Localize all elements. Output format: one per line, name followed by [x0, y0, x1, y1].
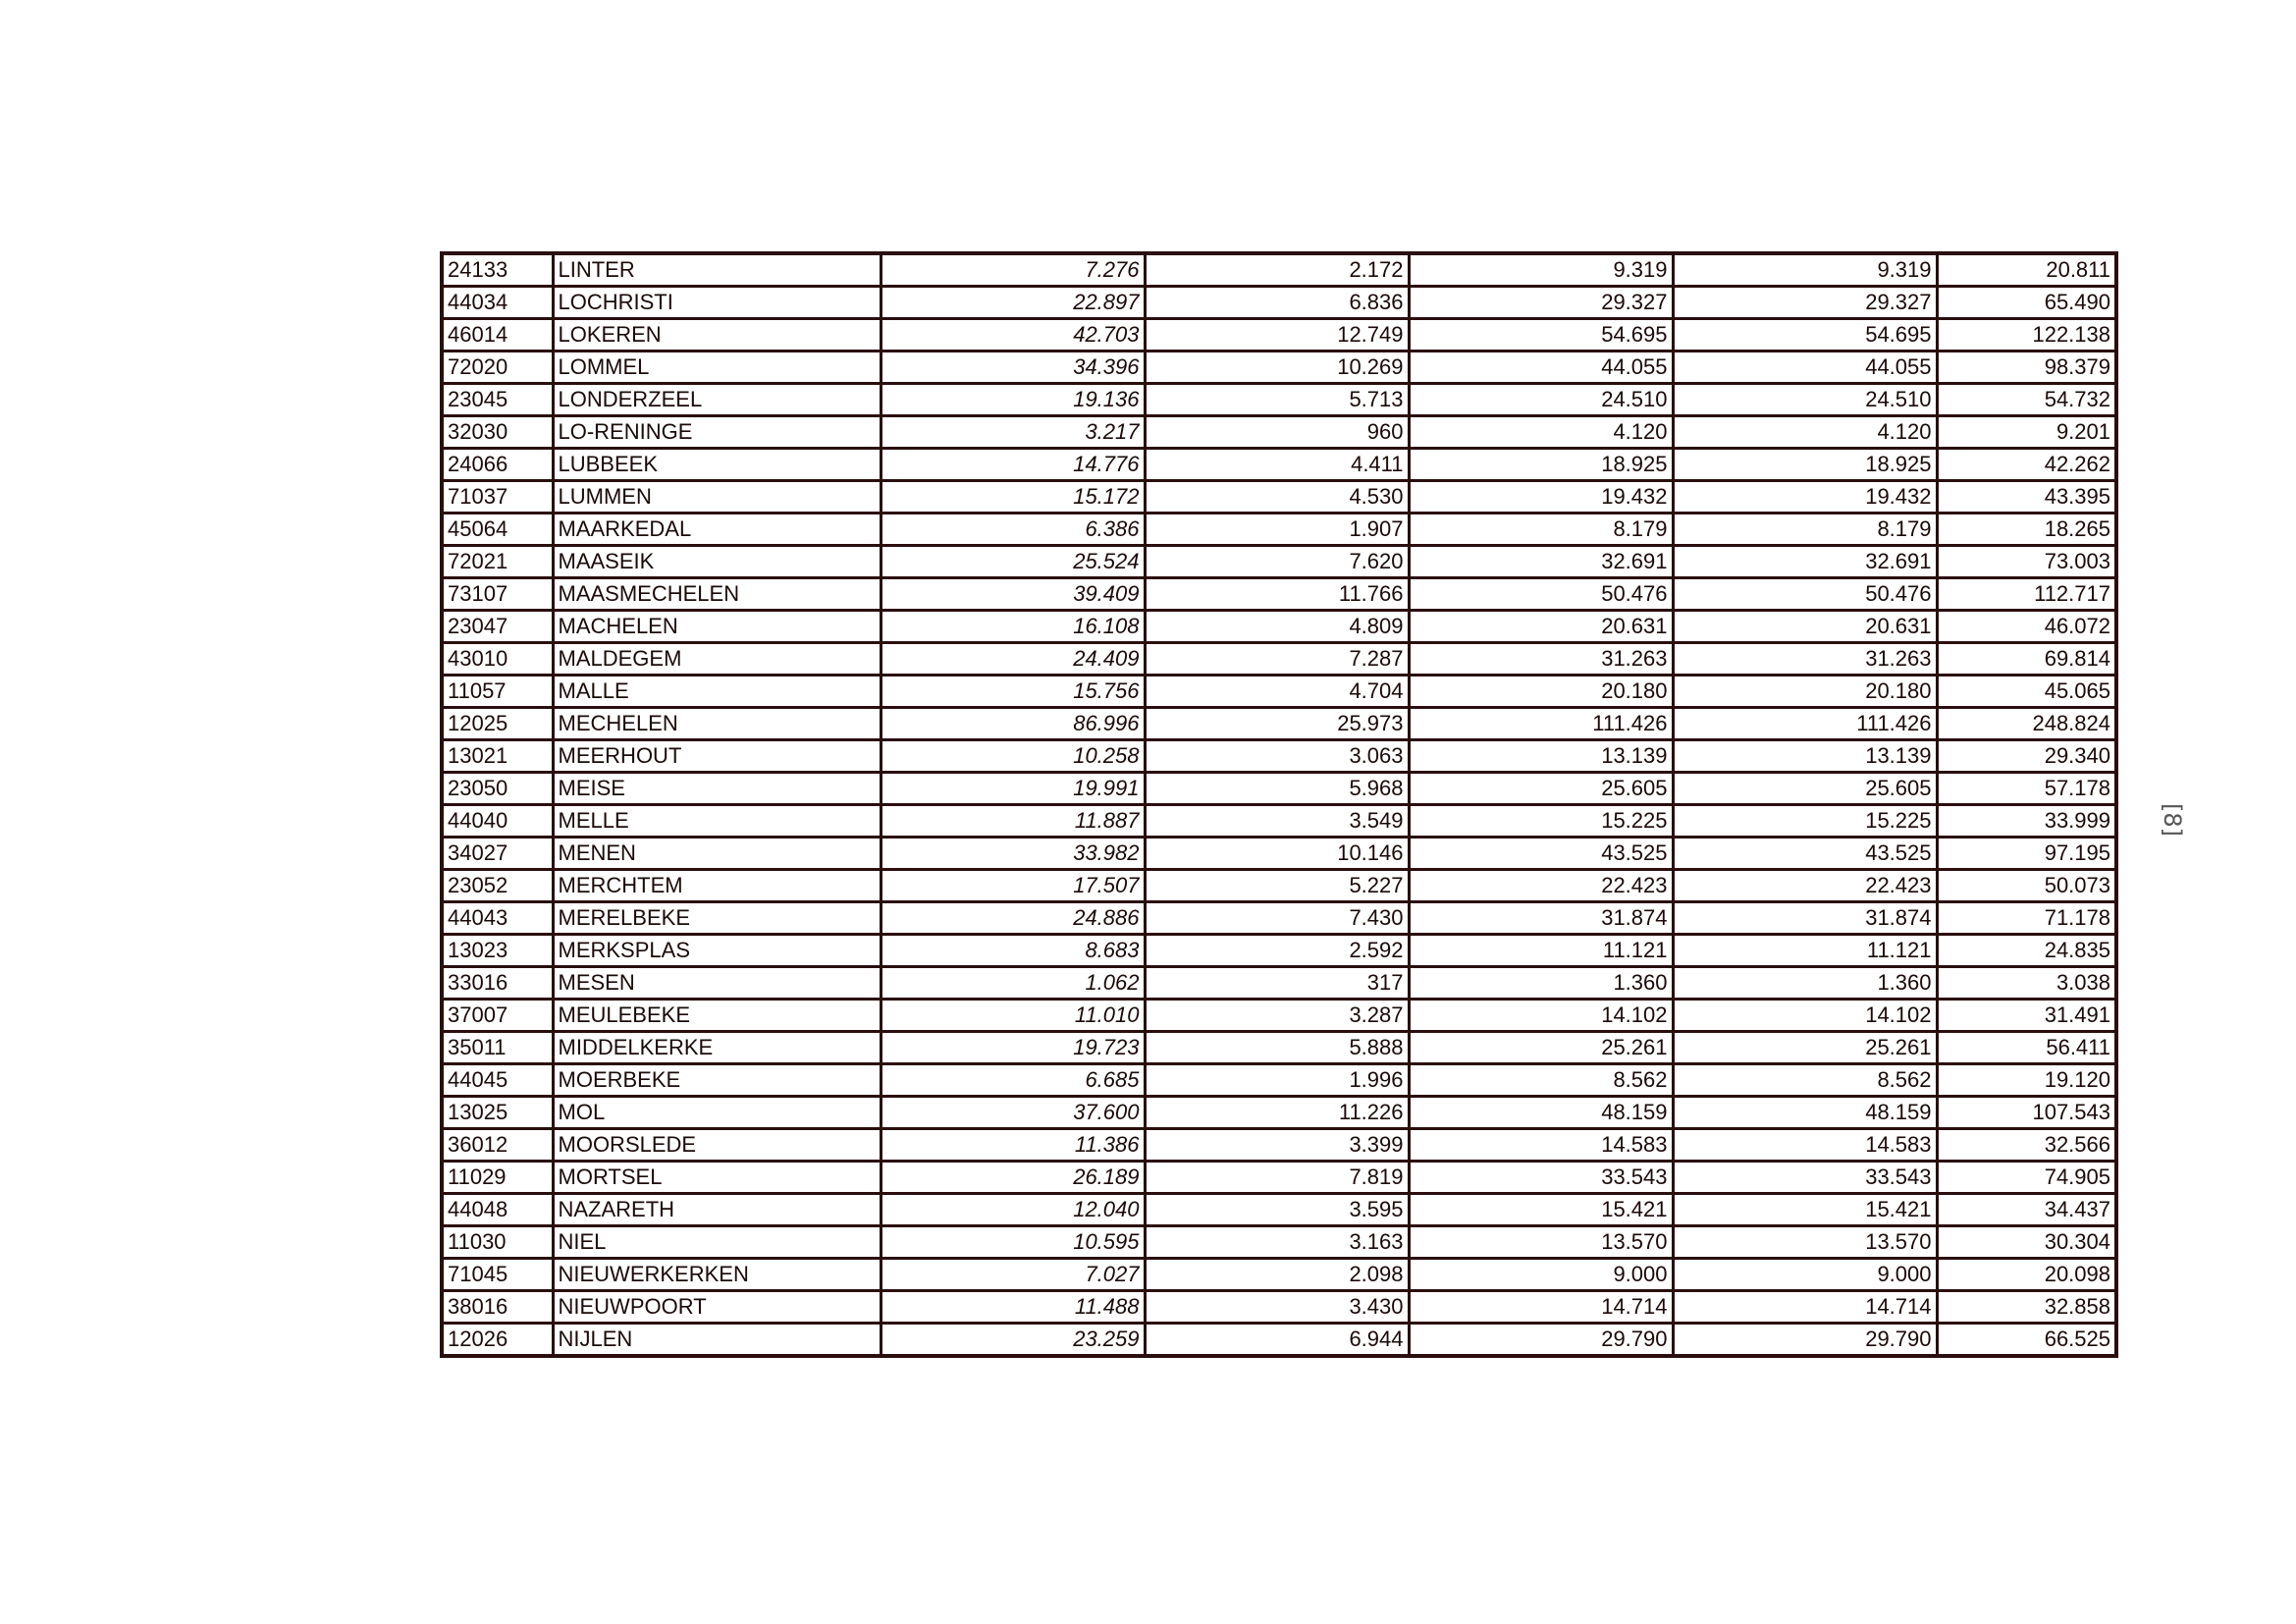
- table-row: [442, 773, 2116, 805]
- cell-value-3: 54.695: [1409, 319, 1673, 352]
- cell-municipality: MORTSEL: [553, 1162, 881, 1194]
- cell-value-4: 31.874: [1673, 902, 1937, 935]
- table-row: [442, 481, 2116, 514]
- cell-value-2: 1.907: [1145, 514, 1409, 546]
- table-row: [442, 935, 2116, 967]
- cell-value-4: 15.421: [1673, 1194, 1937, 1226]
- cell-value-3: 31.874: [1409, 902, 1673, 935]
- cell-value-5: 32.858: [1937, 1291, 2116, 1324]
- cell-value-5: 20.811: [1937, 253, 2116, 287]
- table-row: [442, 416, 2116, 449]
- cell-value-5: 46.072: [1937, 611, 2116, 643]
- cell-value-1: 6.386: [881, 514, 1145, 546]
- cell-value-1: 86.996: [881, 708, 1145, 740]
- cell-code: 23045: [442, 384, 553, 416]
- cell-code: 43010: [442, 643, 553, 676]
- table-row: [442, 578, 2116, 611]
- cell-code: 44043: [442, 902, 553, 935]
- cell-code: 11029: [442, 1162, 553, 1194]
- cell-value-1: 22.897: [881, 287, 1145, 319]
- cell-value-5: 50.073: [1937, 870, 2116, 902]
- table-row: [442, 870, 2116, 902]
- table-row: [442, 449, 2116, 481]
- cell-value-4: 18.925: [1673, 449, 1937, 481]
- cell-value-2: 3.549: [1145, 805, 1409, 838]
- cell-value-2: 6.836: [1145, 287, 1409, 319]
- cell-value-2: 5.888: [1145, 1032, 1409, 1064]
- cell-code: 72020: [442, 352, 553, 384]
- cell-value-3: 19.432: [1409, 481, 1673, 514]
- cell-value-4: 111.426: [1673, 708, 1937, 740]
- cell-value-5: 30.304: [1937, 1226, 2116, 1259]
- cell-code: 37007: [442, 1000, 553, 1032]
- cell-value-4: 13.139: [1673, 740, 1937, 773]
- cell-value-3: 8.562: [1409, 1064, 1673, 1097]
- cell-value-5: 66.525: [1937, 1324, 2116, 1357]
- cell-value-1: 11.386: [881, 1129, 1145, 1162]
- cell-code: 71037: [442, 481, 553, 514]
- cell-value-3: 111.426: [1409, 708, 1673, 740]
- table-row: [442, 1291, 2116, 1324]
- cell-value-1: 12.040: [881, 1194, 1145, 1226]
- cell-value-5: 24.835: [1937, 935, 2116, 967]
- cell-value-1: 24.409: [881, 643, 1145, 676]
- cell-value-3: 29.790: [1409, 1324, 1673, 1357]
- cell-value-5: 57.178: [1937, 773, 2116, 805]
- cell-value-4: 29.790: [1673, 1324, 1937, 1357]
- cell-code: 11057: [442, 676, 553, 708]
- cell-value-4: 25.261: [1673, 1032, 1937, 1064]
- table-row: [442, 740, 2116, 773]
- cell-value-3: 29.327: [1409, 287, 1673, 319]
- cell-value-3: 43.525: [1409, 838, 1673, 870]
- cell-code: 13023: [442, 935, 553, 967]
- cell-municipality: MELLE: [553, 805, 881, 838]
- cell-municipality: LINTER: [553, 253, 881, 287]
- cell-value-2: 12.749: [1145, 319, 1409, 352]
- cell-code: 23052: [442, 870, 553, 902]
- cell-value-5: 122.138: [1937, 319, 2116, 352]
- cell-value-4: 14.583: [1673, 1129, 1937, 1162]
- table-row: [442, 1032, 2116, 1064]
- cell-value-4: 29.327: [1673, 287, 1937, 319]
- table-row: [442, 611, 2116, 643]
- cell-municipality: MOORSLEDE: [553, 1129, 881, 1162]
- cell-value-2: 2.172: [1145, 253, 1409, 287]
- cell-value-3: 20.180: [1409, 676, 1673, 708]
- cell-value-4: 50.476: [1673, 578, 1937, 611]
- table-row: [442, 1000, 2116, 1032]
- cell-value-5: 71.178: [1937, 902, 2116, 935]
- table-row: [442, 838, 2116, 870]
- cell-value-1: 14.776: [881, 449, 1145, 481]
- cell-value-4: 22.423: [1673, 870, 1937, 902]
- cell-value-2: 7.430: [1145, 902, 1409, 935]
- cell-value-4: 33.543: [1673, 1162, 1937, 1194]
- cell-value-2: 6.944: [1145, 1324, 1409, 1357]
- cell-value-3: 1.360: [1409, 967, 1673, 1000]
- cell-value-5: 98.379: [1937, 352, 2116, 384]
- cell-municipality: MAASEIK: [553, 546, 881, 578]
- cell-value-1: 8.683: [881, 935, 1145, 967]
- table-row: [442, 514, 2116, 546]
- cell-value-2: 25.973: [1145, 708, 1409, 740]
- cell-value-3: 15.421: [1409, 1194, 1673, 1226]
- table-row: [442, 1259, 2116, 1291]
- cell-value-1: 11.010: [881, 1000, 1145, 1032]
- cell-municipality: LUBBEEK: [553, 449, 881, 481]
- cell-value-5: 19.120: [1937, 1064, 2116, 1097]
- cell-value-5: 20.098: [1937, 1259, 2116, 1291]
- cell-value-3: 15.225: [1409, 805, 1673, 838]
- cell-municipality: MESEN: [553, 967, 881, 1000]
- table-row: [442, 643, 2116, 676]
- cell-municipality: NIJLEN: [553, 1324, 881, 1357]
- cell-value-1: 1.062: [881, 967, 1145, 1000]
- municipality-table: [440, 251, 2118, 1358]
- cell-value-3: 13.139: [1409, 740, 1673, 773]
- cell-value-1: 34.396: [881, 352, 1145, 384]
- cell-value-5: 34.437: [1937, 1194, 2116, 1226]
- cell-municipality: MERCHTEM: [553, 870, 881, 902]
- cell-value-4: 44.055: [1673, 352, 1937, 384]
- cell-municipality: MIDDELKERKE: [553, 1032, 881, 1064]
- cell-value-5: 42.262: [1937, 449, 2116, 481]
- cell-value-1: 19.723: [881, 1032, 1145, 1064]
- cell-value-4: 20.631: [1673, 611, 1937, 643]
- cell-value-3: 8.179: [1409, 514, 1673, 546]
- cell-value-5: 56.411: [1937, 1032, 2116, 1064]
- cell-value-1: 25.524: [881, 546, 1145, 578]
- cell-value-3: 32.691: [1409, 546, 1673, 578]
- cell-value-5: 31.491: [1937, 1000, 2116, 1032]
- table-body: [442, 253, 2116, 1356]
- cell-value-2: 317: [1145, 967, 1409, 1000]
- cell-value-5: 112.717: [1937, 578, 2116, 611]
- cell-value-2: 11.226: [1145, 1097, 1409, 1129]
- cell-value-1: 11.488: [881, 1291, 1145, 1324]
- cell-code: 12025: [442, 708, 553, 740]
- cell-value-3: 18.925: [1409, 449, 1673, 481]
- cell-value-1: 6.685: [881, 1064, 1145, 1097]
- cell-value-2: 5.227: [1145, 870, 1409, 902]
- cell-code: 72021: [442, 546, 553, 578]
- cell-municipality: MENEN: [553, 838, 881, 870]
- cell-value-4: 19.432: [1673, 481, 1937, 514]
- cell-value-1: 15.172: [881, 481, 1145, 514]
- cell-value-3: 20.631: [1409, 611, 1673, 643]
- cell-value-4: 32.691: [1673, 546, 1937, 578]
- cell-municipality: LUMMEN: [553, 481, 881, 514]
- cell-value-2: 5.713: [1145, 384, 1409, 416]
- cell-value-5: 33.999: [1937, 805, 2116, 838]
- cell-value-2: 7.287: [1145, 643, 1409, 676]
- cell-municipality: NIEUWERKERKEN: [553, 1259, 881, 1291]
- cell-value-2: 4.809: [1145, 611, 1409, 643]
- cell-value-3: 48.159: [1409, 1097, 1673, 1129]
- table-row: [442, 902, 2116, 935]
- cell-value-5: 248.824: [1937, 708, 2116, 740]
- cell-value-4: 24.510: [1673, 384, 1937, 416]
- cell-municipality: MALDEGEM: [553, 643, 881, 676]
- cell-value-1: 19.991: [881, 773, 1145, 805]
- cell-value-5: 32.566: [1937, 1129, 2116, 1162]
- cell-code: 12026: [442, 1324, 553, 1357]
- cell-value-1: 10.258: [881, 740, 1145, 773]
- cell-value-2: 3.399: [1145, 1129, 1409, 1162]
- cell-value-1: 11.887: [881, 805, 1145, 838]
- cell-value-1: 7.027: [881, 1259, 1145, 1291]
- cell-value-3: 14.714: [1409, 1291, 1673, 1324]
- cell-value-4: 31.263: [1673, 643, 1937, 676]
- cell-code: 73107: [442, 578, 553, 611]
- cell-value-2: 4.530: [1145, 481, 1409, 514]
- cell-value-1: 15.756: [881, 676, 1145, 708]
- table-row: [442, 384, 2116, 416]
- cell-code: 45064: [442, 514, 553, 546]
- cell-municipality: MERKSPLAS: [553, 935, 881, 967]
- cell-value-5: 107.543: [1937, 1097, 2116, 1129]
- cell-value-3: 22.423: [1409, 870, 1673, 902]
- cell-value-3: 33.543: [1409, 1162, 1673, 1194]
- cell-value-3: 14.102: [1409, 1000, 1673, 1032]
- cell-value-1: 26.189: [881, 1162, 1145, 1194]
- table-row: [442, 287, 2116, 319]
- cell-value-4: 9.000: [1673, 1259, 1937, 1291]
- cell-municipality: MECHELEN: [553, 708, 881, 740]
- cell-value-2: 11.766: [1145, 578, 1409, 611]
- cell-value-4: 13.570: [1673, 1226, 1937, 1259]
- cell-value-4: 25.605: [1673, 773, 1937, 805]
- cell-value-1: 39.409: [881, 578, 1145, 611]
- cell-value-4: 1.360: [1673, 967, 1937, 1000]
- cell-municipality: MAASMECHELEN: [553, 578, 881, 611]
- cell-value-3: 31.263: [1409, 643, 1673, 676]
- cell-code: 24133: [442, 253, 553, 287]
- cell-code: 44048: [442, 1194, 553, 1226]
- cell-value-5: 69.814: [1937, 643, 2116, 676]
- cell-municipality: MALLE: [553, 676, 881, 708]
- cell-value-5: 9.201: [1937, 416, 2116, 449]
- cell-code: 13025: [442, 1097, 553, 1129]
- cell-municipality: MEERHOUT: [553, 740, 881, 773]
- cell-value-5: 74.905: [1937, 1162, 2116, 1194]
- cell-municipality: MEULEBEKE: [553, 1000, 881, 1032]
- cell-value-2: 1.996: [1145, 1064, 1409, 1097]
- cell-code: 34027: [442, 838, 553, 870]
- cell-code: 23047: [442, 611, 553, 643]
- cell-value-2: 10.269: [1145, 352, 1409, 384]
- cell-code: 13021: [442, 740, 553, 773]
- cell-value-4: 8.562: [1673, 1064, 1937, 1097]
- cell-value-3: 13.570: [1409, 1226, 1673, 1259]
- cell-value-5: 3.038: [1937, 967, 2116, 1000]
- cell-value-1: 10.595: [881, 1226, 1145, 1259]
- cell-value-2: 3.287: [1145, 1000, 1409, 1032]
- cell-value-1: 3.217: [881, 416, 1145, 449]
- cell-value-4: 15.225: [1673, 805, 1937, 838]
- cell-value-4: 4.120: [1673, 416, 1937, 449]
- cell-code: 36012: [442, 1129, 553, 1162]
- table-row: [442, 708, 2116, 740]
- cell-value-5: 45.065: [1937, 676, 2116, 708]
- cell-municipality: LO-RENINGE: [553, 416, 881, 449]
- cell-value-3: 50.476: [1409, 578, 1673, 611]
- cell-municipality: LOCHRISTI: [553, 287, 881, 319]
- cell-value-5: 73.003: [1937, 546, 2116, 578]
- table-row: [442, 253, 2116, 287]
- cell-value-1: 7.276: [881, 253, 1145, 287]
- cell-value-2: 2.592: [1145, 935, 1409, 967]
- table-row: [442, 1194, 2116, 1226]
- table-row: [442, 1324, 2116, 1357]
- table-row: [442, 805, 2116, 838]
- cell-value-4: 54.695: [1673, 319, 1937, 352]
- cell-value-5: 97.195: [1937, 838, 2116, 870]
- table-row: [442, 1226, 2116, 1259]
- cell-value-1: 37.600: [881, 1097, 1145, 1129]
- cell-code: 33016: [442, 967, 553, 1000]
- cell-code: 32030: [442, 416, 553, 449]
- cell-value-5: 43.395: [1937, 481, 2116, 514]
- cell-municipality: LONDERZEEL: [553, 384, 881, 416]
- cell-value-3: 11.121: [1409, 935, 1673, 967]
- page-number: [8]: [2159, 803, 2186, 837]
- table-row: [442, 352, 2116, 384]
- cell-value-2: 3.063: [1145, 740, 1409, 773]
- cell-value-2: 960: [1145, 416, 1409, 449]
- cell-code: 44045: [442, 1064, 553, 1097]
- cell-code: 24066: [442, 449, 553, 481]
- cell-value-4: 43.525: [1673, 838, 1937, 870]
- cell-municipality: MAARKEDAL: [553, 514, 881, 546]
- cell-value-5: 54.732: [1937, 384, 2116, 416]
- table-row: [442, 1162, 2116, 1194]
- cell-value-2: 3.163: [1145, 1226, 1409, 1259]
- cell-code: 35011: [442, 1032, 553, 1064]
- cell-value-2: 4.411: [1145, 449, 1409, 481]
- cell-value-1: 16.108: [881, 611, 1145, 643]
- cell-value-1: 23.259: [881, 1324, 1145, 1357]
- cell-code: 38016: [442, 1291, 553, 1324]
- cell-municipality: MOL: [553, 1097, 881, 1129]
- cell-value-2: 10.146: [1145, 838, 1409, 870]
- cell-code: 44040: [442, 805, 553, 838]
- cell-value-1: 19.136: [881, 384, 1145, 416]
- cell-code: 23050: [442, 773, 553, 805]
- cell-value-4: 11.121: [1673, 935, 1937, 967]
- cell-municipality: NAZARETH: [553, 1194, 881, 1226]
- table-row: [442, 676, 2116, 708]
- cell-value-1: 24.886: [881, 902, 1145, 935]
- cell-value-3: 25.261: [1409, 1032, 1673, 1064]
- cell-value-4: 8.179: [1673, 514, 1937, 546]
- cell-municipality: LOKEREN: [553, 319, 881, 352]
- cell-code: 71045: [442, 1259, 553, 1291]
- cell-municipality: MEISE: [553, 773, 881, 805]
- cell-value-4: 48.159: [1673, 1097, 1937, 1129]
- cell-municipality: MACHELEN: [553, 611, 881, 643]
- table-row: [442, 319, 2116, 352]
- cell-municipality: NIEUWPOORT: [553, 1291, 881, 1324]
- cell-value-3: 44.055: [1409, 352, 1673, 384]
- cell-value-2: 3.430: [1145, 1291, 1409, 1324]
- cell-municipality: NIEL: [553, 1226, 881, 1259]
- cell-value-1: 17.507: [881, 870, 1145, 902]
- cell-value-4: 14.714: [1673, 1291, 1937, 1324]
- cell-value-2: 2.098: [1145, 1259, 1409, 1291]
- cell-value-5: 29.340: [1937, 740, 2116, 773]
- cell-value-1: 33.982: [881, 838, 1145, 870]
- cell-value-3: 14.583: [1409, 1129, 1673, 1162]
- cell-value-2: 7.620: [1145, 546, 1409, 578]
- cell-value-2: 7.819: [1145, 1162, 1409, 1194]
- table-row: [442, 1129, 2116, 1162]
- table-row: [442, 546, 2116, 578]
- table-row: [442, 1097, 2116, 1129]
- cell-code: 11030: [442, 1226, 553, 1259]
- cell-value-4: 14.102: [1673, 1000, 1937, 1032]
- cell-value-3: 25.605: [1409, 773, 1673, 805]
- table-row: [442, 967, 2116, 1000]
- cell-value-5: 18.265: [1937, 514, 2116, 546]
- cell-value-3: 24.510: [1409, 384, 1673, 416]
- cell-value-5: 65.490: [1937, 287, 2116, 319]
- cell-municipality: MOERBEKE: [553, 1064, 881, 1097]
- cell-value-1: 42.703: [881, 319, 1145, 352]
- cell-code: 44034: [442, 287, 553, 319]
- cell-value-3: 9.000: [1409, 1259, 1673, 1291]
- cell-value-2: 4.704: [1145, 676, 1409, 708]
- cell-value-2: 3.595: [1145, 1194, 1409, 1226]
- table-row: [442, 1064, 2116, 1097]
- cell-value-3: 9.319: [1409, 253, 1673, 287]
- cell-municipality: LOMMEL: [553, 352, 881, 384]
- cell-code: 46014: [442, 319, 553, 352]
- cell-value-2: 5.968: [1145, 773, 1409, 805]
- cell-value-3: 4.120: [1409, 416, 1673, 449]
- cell-municipality: MERELBEKE: [553, 902, 881, 935]
- cell-value-4: 20.180: [1673, 676, 1937, 708]
- cell-value-4: 9.319: [1673, 253, 1937, 287]
